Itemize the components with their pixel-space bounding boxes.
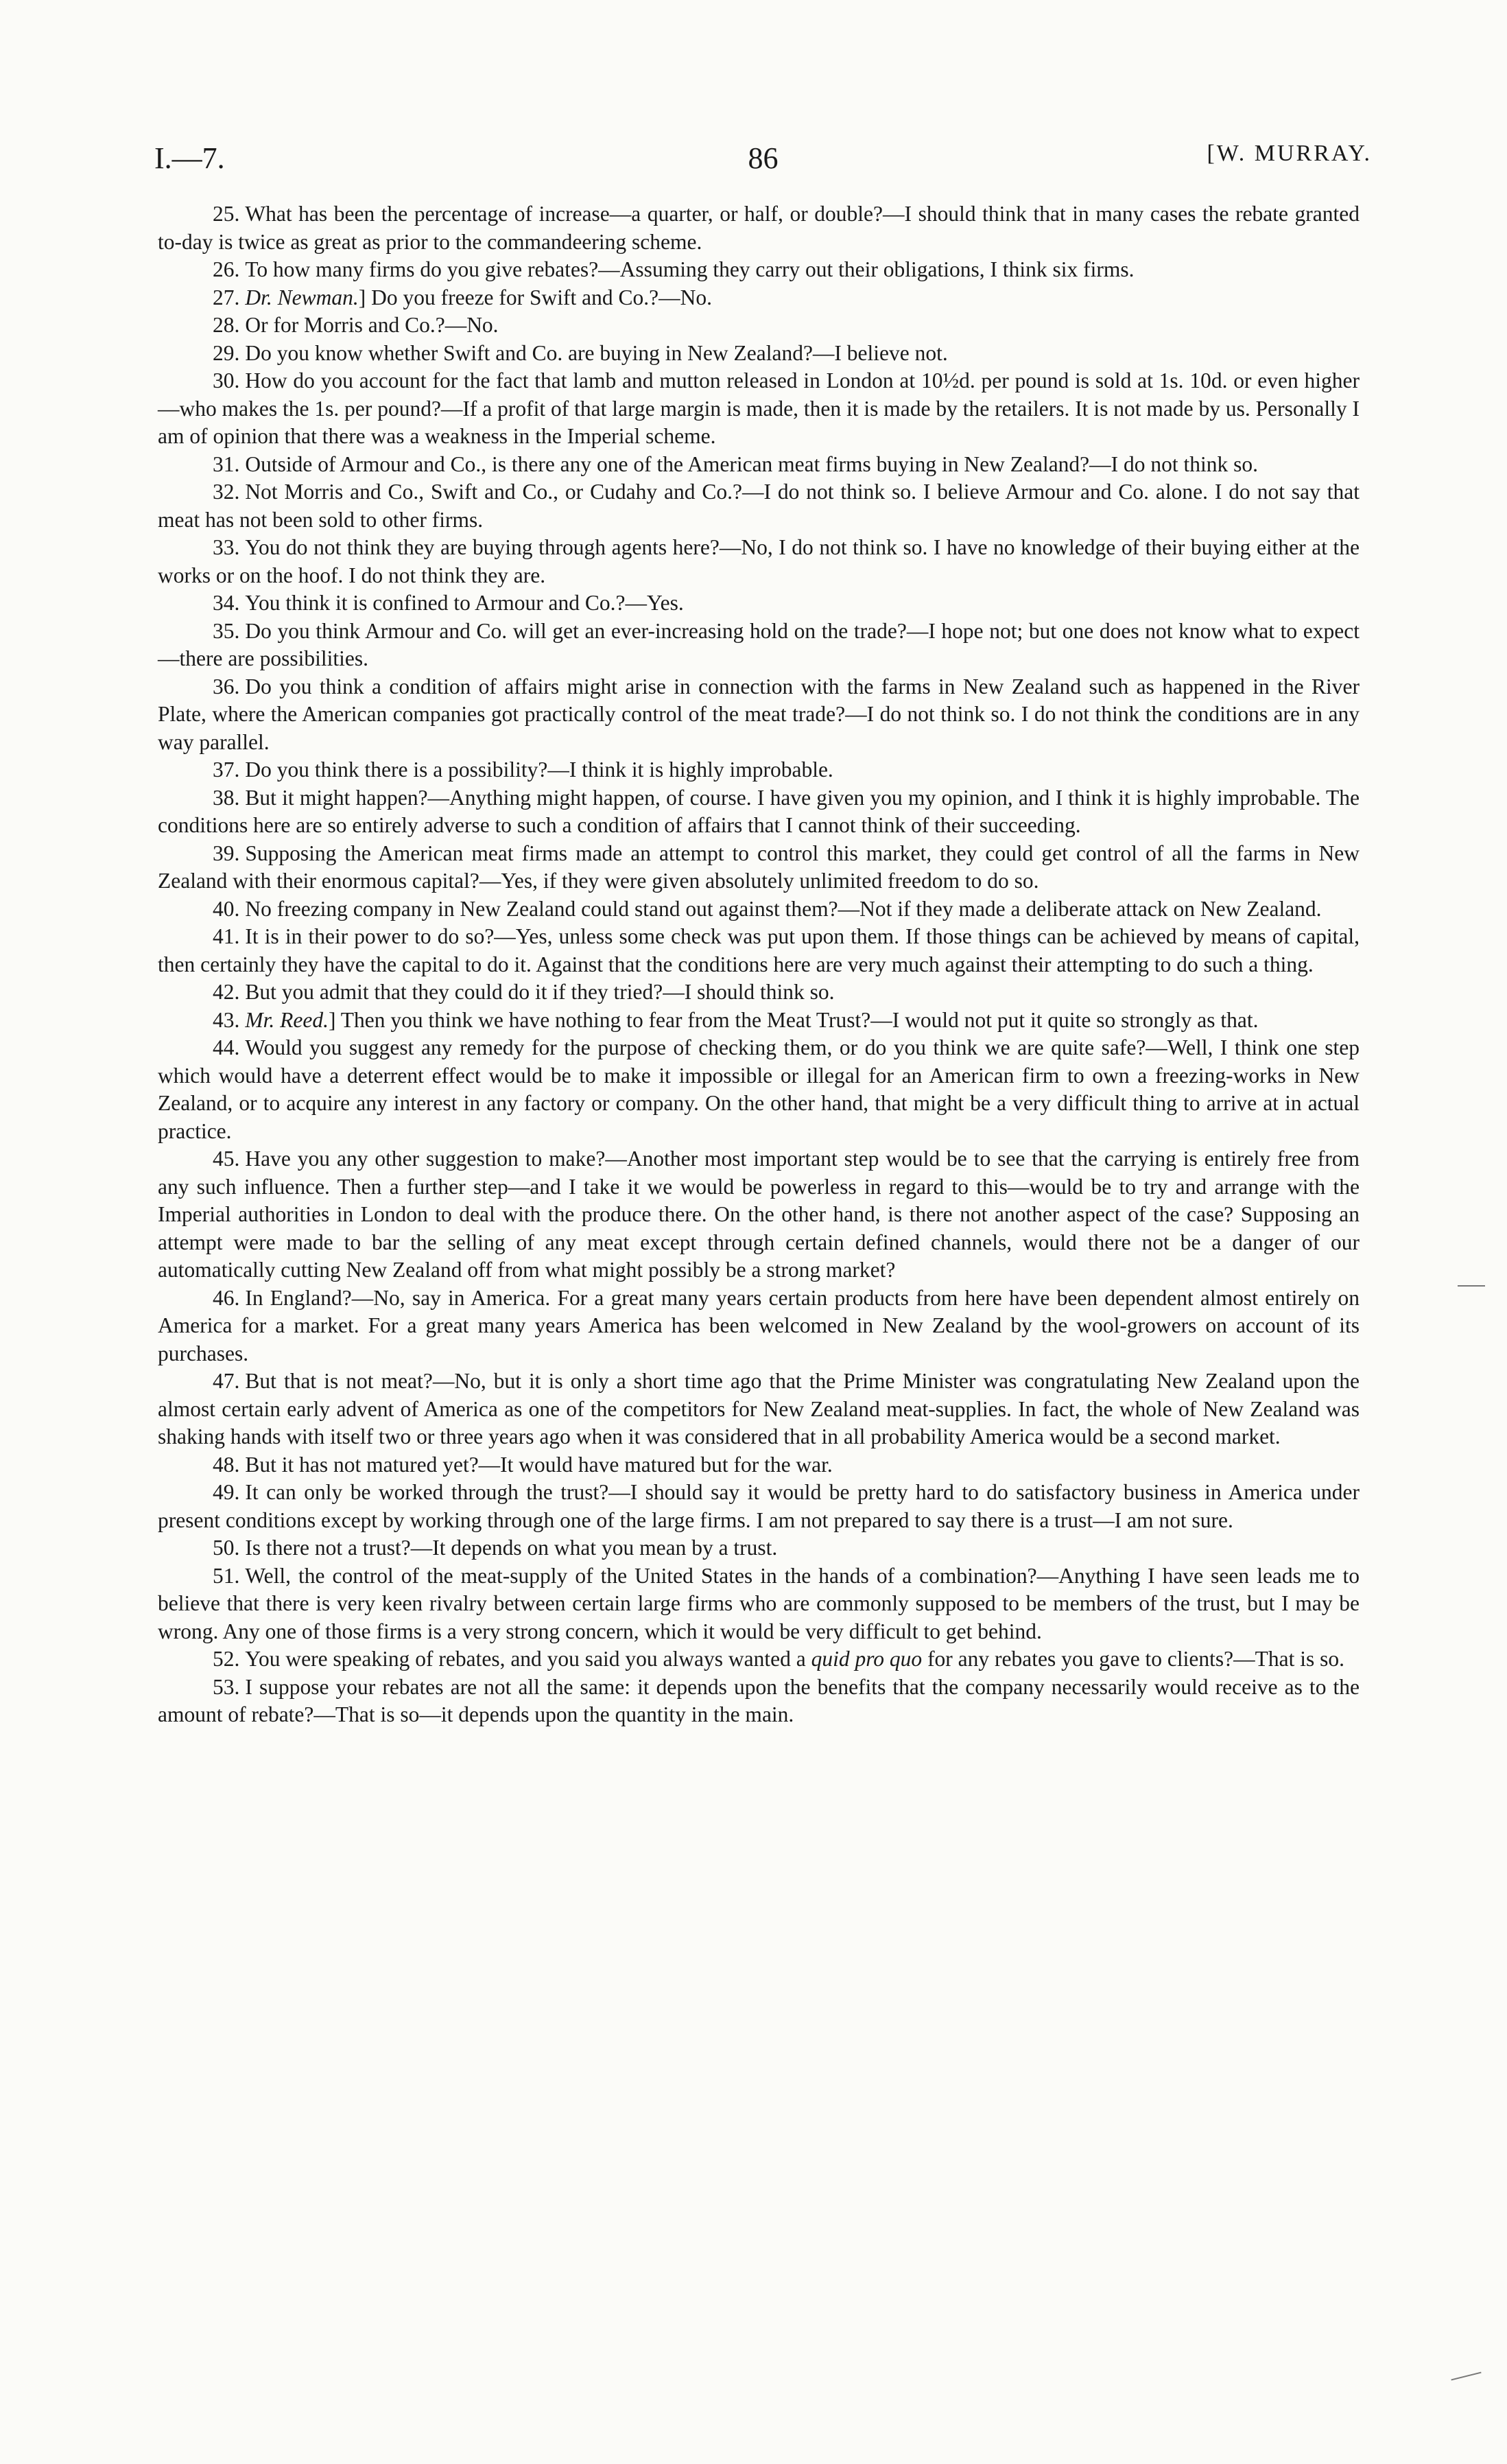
question-answer (158, 923, 1360, 978)
question-answer (158, 978, 1360, 1007)
question-answer (158, 534, 1360, 589)
question-text: In England?—No, say in America. For a great many years certain products from here have been dependent almost entirely on America for a market. For a great many years America has been welcomed in New Zealand by the wool-growers on account of its purchases. (158, 1285, 1360, 1365)
question-text: Have you any other suggestion to make?—Another most important step would be to see that the carrying is entirely free from any such influence. Then a further step—and I take it we would be powerless in regard to this—would be to try and arrange with the Imperial authorities in London to deal with the produce there. On the other hand, is there not another aspect of the case? Supposing an attempt were made to bar the selling of any meat except through certain defined channels, would there not be a danger of our automatically cutting New Zealand off from what might possibly be a strong market? (158, 1147, 1360, 1282)
question-answer (158, 1284, 1360, 1368)
question-text: But it has not matured yet?—It would have matured but for the war. (245, 1452, 833, 1477)
page-number: 86 (748, 141, 779, 175)
question-text: Then you think we have nothing to fear from the Meat Trust?—I would not put it quite so strongly as that. (340, 1007, 1259, 1032)
questioner-name: Dr. Newman. (245, 285, 359, 309)
question-number: 25. (213, 202, 240, 226)
question-number: 37. (213, 758, 240, 782)
question-text: It is in their power to do so?—Yes, unless some check was put upon them. If those things can be achieved by means of capital, then certainly they have the capital to do it. Against that the conditions here are very much against their attempting to do such a thing. (158, 924, 1360, 976)
question-answer: 27. Dr. Newman.] Do you freeze for Swift and Co.?—No. (213, 285, 713, 309)
question-number: 36. (213, 674, 240, 699)
question-number: 53. (213, 1674, 240, 1699)
question-answer (158, 451, 1360, 479)
question-number: 28. (213, 313, 240, 337)
question-text: Do you know whether Swift and Co. are buying in New Zealand?—I believe not. (245, 340, 948, 365)
witness-name: [W. MURRAY. (1207, 141, 1372, 166)
question-text: Do you think there is a possibility?—I think it is highly improbable. (245, 758, 833, 782)
question-number: 30. (213, 368, 240, 392)
question-number: 45. (213, 1147, 240, 1171)
question-text: No freezing company in New Zealand could stand out against them?—Not if they made a deliberate attack on New Zealand. (245, 896, 1322, 921)
question-answer (158, 673, 1360, 757)
question-number: 51. (213, 1563, 240, 1588)
question-number: 41. (213, 924, 240, 948)
question-answer (158, 618, 1360, 673)
question-text: You think it is confined to Armour and Co.?—Yes. (245, 591, 684, 615)
question-text: But that is not meat?—No, but it is only a short time ago that the Prime Minister was congratulating New Zealand upon the almost certain early advent of America as one of the competitors for New Zealand meat-supplies. In fact, the whole of New Zealand was shaking hands with itself two or three years ago when it was considered that in all probability America would be a second market. (158, 1369, 1360, 1448)
question-number: 31. (213, 451, 240, 476)
question-text: But it might happen?—Anything might happen, of course. I have given you my opinion, and I think it is highly improbable. The conditions here are so entirely adverse to such a condition of affairs that I cannot think of their succeeding. (158, 785, 1360, 837)
question-answer (158, 1034, 1360, 1145)
question-answer (158, 367, 1360, 451)
question-number: 40. (213, 896, 240, 921)
question-number: 27. (213, 285, 240, 309)
question-answer (158, 1479, 1360, 1534)
question-answer: 43. Mr. Reed.] Then you think we have nothing to fear from the Meat Trust?—I would not put it quite so strongly as that. (213, 1007, 1259, 1032)
question-text: To how many firms do you give rebates?—Assuming they carry out their obligations, I think six firms. (245, 257, 1135, 281)
question-answer (158, 200, 1360, 256)
question-number: 39. (213, 841, 240, 865)
question-answer (158, 589, 1360, 618)
question-text: Supposing the American meat firms made an attempt to control this market, they could get control of all the farms in New Zealand with their enormous capital?—Yes, if they were given absolutely unlimited freedom to do so. (158, 841, 1360, 893)
question-number: 38. (213, 785, 240, 810)
italic-phrase: quid pro quo (811, 1647, 923, 1671)
question-answer (158, 478, 1360, 534)
question-number: 35. (213, 618, 240, 643)
question-answer (158, 840, 1360, 895)
question-answer (158, 895, 1360, 924)
question-text: How do you account for the fact that lamb and mutton released in London at 10½d. per pound is sold at 1s. 10d. or even higher—who makes the 1s. per pound?—If a profit of that large margin is made, then it is made by the retailers. It is not made by us. Personally I am of opinion that there was a weakness in the Imperial scheme. (158, 368, 1360, 448)
question-text: Do you think Armour and Co. will get an ever-increasing hold on the trade?—I hope not; but one does not know what to expect—there are possibilities. (158, 618, 1360, 670)
question-text: Outside of Armour and Co., is there any one of the American meat firms buying in New Zealand?—I do not think so. (245, 451, 1259, 476)
question-number: 26. (213, 257, 240, 281)
question-answer (158, 340, 1360, 368)
question-answer (158, 1368, 1360, 1451)
question-number: 52. (213, 1647, 240, 1671)
margin-mark (1451, 2372, 1481, 2381)
question-answer (158, 1451, 1360, 1479)
question-number: 46. (213, 1285, 240, 1310)
question-text: What has been the percentage of increase—a quarter, or half, or double?—I should think that in many cases the rebate granted to-day is twice as great as prior to the commandeering scheme. (158, 202, 1360, 254)
question-number: 43. (213, 1007, 240, 1032)
question-text: You were speaking of rebates, and you said you always wanted a (245, 1647, 811, 1671)
question-text: Would you suggest any remedy for the purpose of checking them, or do you think we are quite safe?—Well, I think one step which would have a deterrent effect would be to make it impossible or illegal for an American firm to own a freezing-works in New Zealand, or to acquire any interest in any factory or company. On the other hand, that might be a very difficult thing to arrive at in actual practice. (158, 1035, 1360, 1143)
question-number: 47. (213, 1369, 240, 1393)
questioner-name: Mr. Reed. (245, 1007, 329, 1032)
question-number: 32. (213, 480, 240, 504)
question-text: I suppose your rebates are not all the same: it depends upon the benefits that the company necessarily would receive as to the amount of rebate?—That is so—it depends upon the quantity in the main. (158, 1674, 1360, 1726)
question-number: 29. (213, 340, 240, 365)
question-number: 34. (213, 591, 240, 615)
question-number: 42. (213, 980, 240, 1004)
question-number: 50. (213, 1536, 240, 1560)
question-answer (158, 756, 1360, 784)
question-answer (158, 1562, 1360, 1646)
question-text: Is there not a trust?—It depends on what you mean by a trust. (245, 1536, 778, 1560)
question-answer (158, 312, 1360, 340)
question-answer (158, 1145, 1360, 1284)
question-number: 49. (213, 1480, 240, 1504)
question-text: Do you think a condition of affairs might arise in connection with the farms in New Zealand such as happened in the River Plate, where the American companies got practically control of the meat trade?—I do not think so. I do not think the conditions are in any way parallel. (158, 674, 1360, 754)
page-header (154, 141, 1372, 182)
question-answer (158, 784, 1360, 840)
question-answer (158, 1674, 1360, 1729)
question-text: Or for Morris and Co.?—No. (245, 313, 499, 337)
margin-mark (1458, 1285, 1485, 1287)
question-number: 33. (213, 535, 240, 559)
question-answer (158, 1645, 1360, 1674)
document-reference: I.—7. (154, 141, 225, 175)
question-text: But you admit that they could do it if they tried?—I should think so. (245, 980, 835, 1004)
question-text: Well, the control of the meat-supply of the United States in the hands of a combination?—Anything I have seen leads me to believe that there is very keen rivalry between certain large firms who are commonly supposed to be members of the trust, but I may be wrong. Any one of those firms is a very strong concern, which it would be very difficult to get behind. (158, 1563, 1360, 1643)
question-answer (158, 1534, 1360, 1562)
question-text: You do not think they are buying through agents here?—No, I do not think so. I have no knowledge of their buying either at the works or on the hoof. I do not think they are. (158, 535, 1360, 587)
question-text-continued: for any rebates you gave to clients?—That is so. (922, 1647, 1345, 1671)
question-number: 48. (213, 1452, 240, 1477)
evidence-text (158, 200, 1360, 1729)
question-text: Not Morris and Co., Swift and Co., or Cudahy and Co.?—I do not think so. I believe Armour and Co. alone. I do not say that meat has not been sold to other firms. (158, 480, 1360, 532)
question-text: It can only be worked through the trust?—I should say it would be pretty hard to do satisfactory business in America under present conditions except by working through one of the large firms. I am not prepared to say there is a trust—I am not sure. (158, 1480, 1360, 1532)
question-text: Do you freeze for Swift and Co.?—No. (371, 285, 713, 309)
question-answer (158, 256, 1360, 284)
question-number: 44. (213, 1035, 240, 1059)
